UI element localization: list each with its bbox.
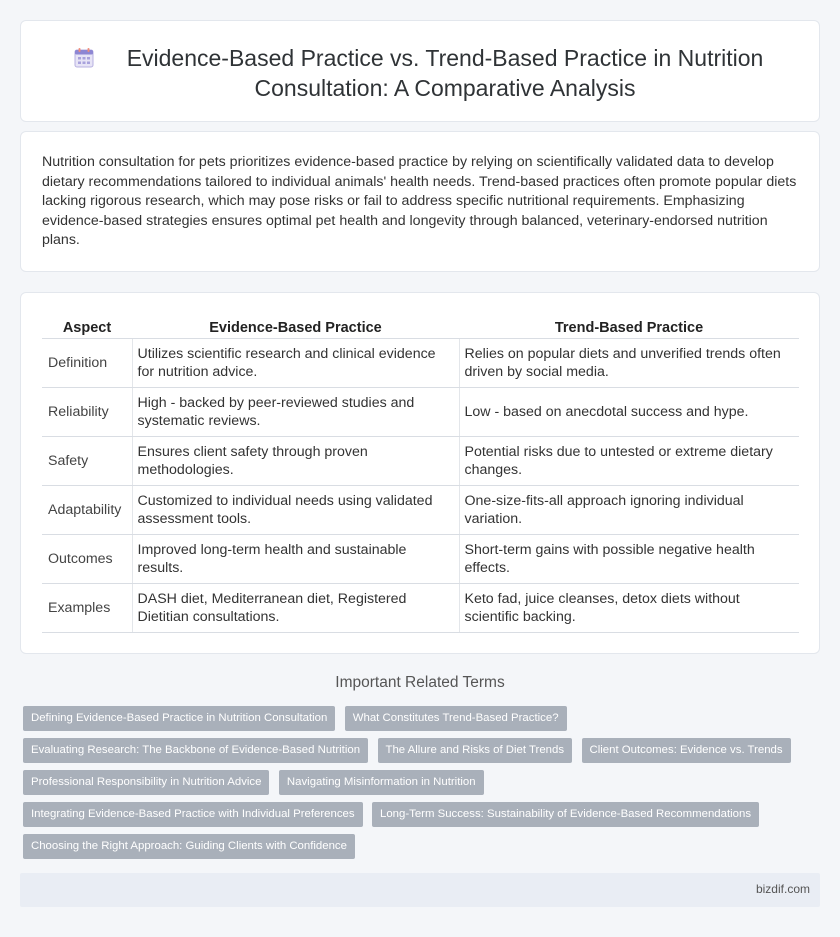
header-card <box>20 20 820 122</box>
intro-text: Nutrition consultation for pets prioritizes evidence-based practice by relying on scientifically validated data to develop dietary recommendations tailored to individual animals' health needs. Trend-based practices often promote popular diets lacking rigorous research, which may pose risks or fail to address specific nutritional requirements. Emphasizing evidence-based strategies ensures optimal pet health and longevity through balanced, veterinary-endorsed nutrition plans. <box>42 154 797 249</box>
aspect-cell: Safety <box>42 436 132 485</box>
aspect-cell: Definition <box>42 338 132 387</box>
table-row <box>42 534 799 583</box>
related-term-tag[interactable]: Defining Evidence-Based Practice in Nutrition Consultation <box>23 706 335 731</box>
evidence-cell: Utilizes scientific research and clinical evidence for nutrition advice. <box>132 338 459 387</box>
evidence-cell: Improved long-term health and sustainable results. <box>132 534 459 583</box>
table-header-row <box>42 313 799 338</box>
header-aspect: Aspect <box>42 313 132 338</box>
trend-cell: One-size-fits-all approach ignoring individual variation. <box>459 485 799 534</box>
aspect-cell: Reliability <box>42 387 132 436</box>
trend-cell: Keto fad, juice cleanses, detox diets without scientific backing. <box>459 583 799 632</box>
trend-cell: Short-term gains with possible negative health effects. <box>459 534 799 583</box>
trend-cell: Low - based on anecdotal success and hype. <box>459 387 799 436</box>
trend-cell: Relies on popular diets and unverified trends often driven by social media. <box>459 338 799 387</box>
trend-cell: Potential risks due to untested or extreme dietary changes. <box>459 436 799 485</box>
related-term-tag[interactable]: What Constitutes Trend-Based Practice? <box>345 706 567 731</box>
aspect-cell: Outcomes <box>42 534 132 583</box>
page-title: Evidence-Based Practice vs. Trend-Based Practice in Nutrition Consultation: A Comparative Analysis <box>126 45 764 101</box>
related-term-tag[interactable]: The Allure and Risks of Diet Trends <box>378 738 573 763</box>
evidence-cell: Customized to individual needs using validated assessment tools. <box>132 485 459 534</box>
comparison-table-card <box>20 292 820 654</box>
tag-row <box>23 738 823 770</box>
evidence-cell: High - backed by peer-reviewed studies and systematic reviews. <box>132 387 459 436</box>
related-terms-list <box>23 706 823 866</box>
header-evidence-based: Evidence-Based Practice <box>132 313 459 338</box>
tag-row <box>23 706 823 738</box>
tag-row <box>23 802 823 834</box>
footer-site-link[interactable]: bizdif.com <box>755 882 810 896</box>
aspect-cell: Examples <box>42 583 132 632</box>
related-term-tag[interactable]: Professional Responsibility in Nutrition Advice <box>23 770 269 795</box>
footer <box>20 873 820 907</box>
table-row <box>42 485 799 534</box>
table-row <box>42 583 799 632</box>
related-term-tag[interactable]: Evaluating Research: The Backbone of Evidence-Based Nutrition <box>23 738 368 763</box>
related-term-tag[interactable]: Long-Term Success: Sustainability of Evidence-Based Recommendations <box>372 802 759 827</box>
comparison-table <box>42 313 799 633</box>
evidence-cell: Ensures client safety through proven methodologies. <box>132 436 459 485</box>
related-term-tag[interactable]: Choosing the Right Approach: Guiding Clients with Confidence <box>23 834 355 859</box>
related-terms-title: Important Related Terms <box>335 674 505 691</box>
header-trend-based: Trend-Based Practice <box>459 313 799 338</box>
related-term-tag[interactable]: Client Outcomes: Evidence vs. Trends <box>582 738 791 763</box>
table-row <box>42 338 799 387</box>
intro-card <box>20 131 820 272</box>
evidence-cell: DASH diet, Mediterranean diet, Registered Dietitian consultations. <box>132 583 459 632</box>
table-row <box>42 387 799 436</box>
related-term-tag[interactable]: Navigating Misinformation in Nutrition <box>279 770 484 795</box>
tag-row <box>23 770 823 802</box>
tag-row <box>23 834 823 866</box>
table-row <box>42 436 799 485</box>
related-term-tag[interactable]: Integrating Evidence-Based Practice with Individual Preferences <box>23 802 363 827</box>
aspect-cell: Adaptability <box>42 485 132 534</box>
